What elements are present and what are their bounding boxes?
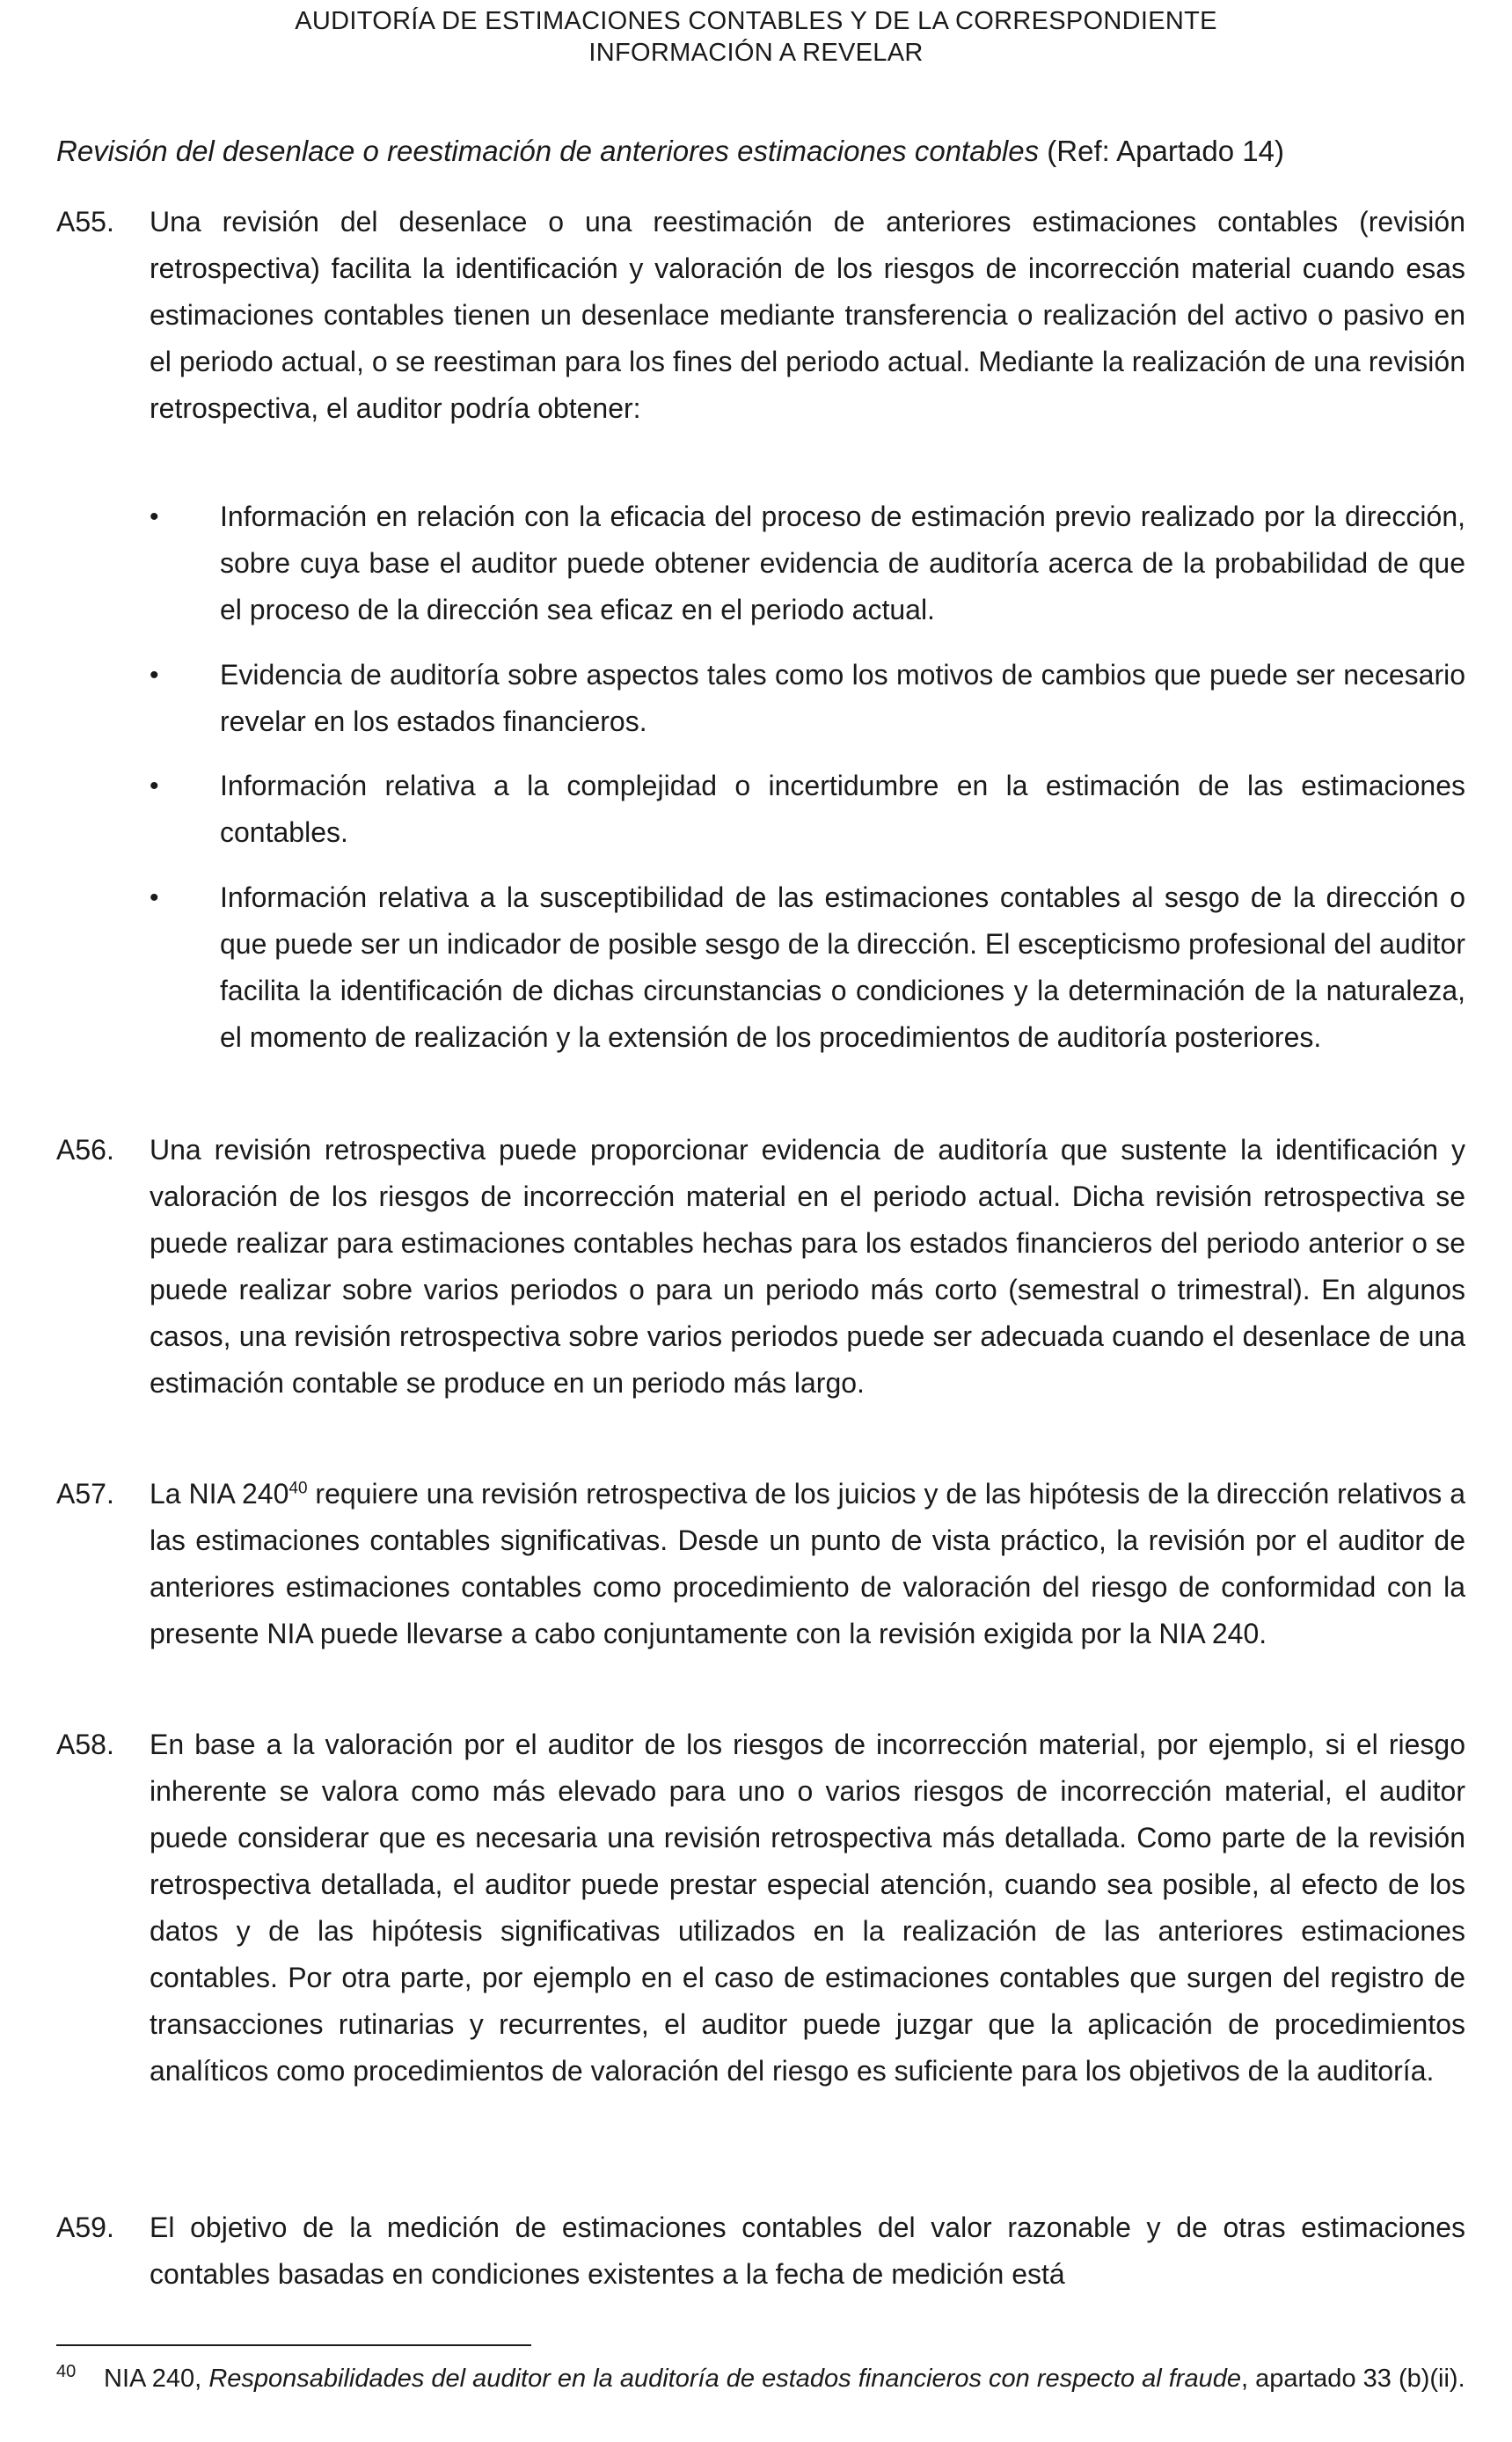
- bullet-marker: •: [150, 502, 159, 531]
- paragraph-a57: [56, 1471, 1465, 1657]
- paragraph-a59: [56, 2204, 1465, 2298]
- paragraph-number: A57.: [56, 1478, 114, 1510]
- bullet-text: Información relativa a la susceptibilidad de las estimaciones contables al sesgo de la dirección o que puede ser un indicador de posible sesgo de la dirección. El escepticismo profesional del auditor facilita la identificación de dichas circunstancias o condiciones y la determinación de la naturaleza, el momento de realización y la extensión de los procedimientos de auditoría posteriores.: [220, 881, 1465, 1053]
- paragraph-text-part: requiere una revisión retrospectiva de los juicios y de las hipótesis de la dirección relativos a las estimaciones contables significativas. Desde un punto de vista práctico, la revisión por el auditor de anteriores estimaciones contables como procedimiento de valoración del riesgo de conformidad con la presente NIA puede llevarse a cabo conjuntamente con la revisión exigida por la NIA 240.: [150, 1478, 1465, 1649]
- header-line-2: INFORMACIÓN A REVELAR: [588, 39, 924, 67]
- paragraph-a55: [56, 199, 1465, 432]
- paragraph-text: [150, 1471, 1465, 1657]
- bullet-marker: •: [150, 883, 159, 912]
- header-line-1: AUDITORÍA DE ESTIMACIONES CONTABLES Y DE LA CORRESPONDIENTE: [295, 7, 1217, 35]
- paragraph-text-part: La NIA 240: [150, 1478, 289, 1510]
- paragraph-text: Una revisión retrospectiva puede proporcionar evidencia de auditoría que sustente la identificación y valoración de los riesgos de incorrección material en el periodo actual. Dicha revisión retrospectiva se puede realizar para estimaciones contables hechas para los estados financieros del periodo anterior o se puede realizar sobre varios periodos o para un periodo más corto (semestral o trimestral). En algunos casos, una revisión retrospectiva sobre varios periodos puede ser adecuada cuando el desenlace de una estimación contable se produce en un periodo más largo.: [150, 1134, 1465, 1399]
- footnote-suffix: , apartado 33 (b)(ii).: [1240, 2365, 1465, 2393]
- bullet-item: [150, 494, 1465, 633]
- footnote-title: Responsabilidades del auditor en la auditoría de estados financieros con respecto al fraude: [208, 2365, 1241, 2393]
- bullet-text: Evidencia de auditoría sobre aspectos tales como los motivos de cambios que puede ser necesario revelar en los estados financieros.: [220, 659, 1465, 737]
- bullet-text: Información relativa a la complejidad o incertidumbre en la estimación de las estimaciones contables.: [220, 770, 1465, 848]
- bullet-item: [150, 652, 1465, 745]
- bullet-item: [150, 763, 1465, 856]
- paragraph-number: A59.: [56, 2212, 114, 2243]
- paragraph-a56: [56, 1127, 1465, 1407]
- footnote-reference[interactable]: 40: [289, 1479, 308, 1498]
- section-title: [56, 132, 1464, 171]
- paragraph-number: A55.: [56, 206, 114, 238]
- bullet-item: [150, 874, 1465, 1061]
- bullet-marker: •: [150, 661, 159, 690]
- footnote: [56, 2359, 1465, 2398]
- footnote-number: 40: [56, 2362, 77, 2381]
- footnote-prefix: NIA 240,: [104, 2365, 209, 2393]
- paragraph-text: El objetivo de la medición de estimaciones contables del valor razonable y de otras estimaciones contables basadas en condiciones existentes a la fecha de medición está: [150, 2212, 1465, 2290]
- bullet-text: Información en relación con la eficacia del proceso de estimación previo realizado por la dirección, sobre cuya base el auditor puede obtener evidencia de auditoría acerca de la probabilidad de que el proceso de la dirección sea eficaz en el periodo actual.: [220, 501, 1465, 625]
- paragraph-number: A56.: [56, 1134, 114, 1166]
- paragraph-text: Una revisión del desenlace o una reestimación de anteriores estimaciones contables (revisión retrospectiva) facilita la identificación y valoración de los riesgos de incorrección material cuando esas estimaciones contables tienen un desenlace mediante transferencia o realización del activo o pasivo en el periodo actual, o se reestiman para los fines del periodo actual. Mediante la realización de una revisión retrospectiva, el auditor podría obtener:: [150, 206, 1465, 424]
- footnote-text: [104, 2359, 1465, 2398]
- paragraph-number: A58.: [56, 1729, 114, 1760]
- footnote-divider: [56, 2344, 531, 2346]
- paragraph-a58: [56, 1722, 1465, 2095]
- section-title-ref: (Ref: Apartado 14): [1039, 135, 1284, 167]
- bullet-marker: •: [150, 771, 159, 801]
- page-header: [0, 5, 1512, 69]
- paragraph-text: En base a la valoración por el auditor de los riesgos de incorrección material, por ejemplo, si el riesgo inherente se valora como más elevado para uno o varios riesgos de incorrección material, el auditor puede considerar que es necesaria una revisión retrospectiva más detallada. Como parte de la revisión retrospectiva detallada, el auditor puede prestar especial atención, cuando sea posible, al efecto de los datos y de las hipótesis significativas utilizados en la realización de las anteriores estimaciones contables. Por otra parte, por ejemplo en el caso de estimaciones contables que surgen del registro de transacciones rutinarias y recurrentes, el auditor puede juzgar que la aplicación de procedimientos analíticos como procedimientos de valoración del riesgo es suficiente para los objetivos de la auditoría.: [150, 1729, 1465, 2087]
- section-title-text: Revisión del desenlace o reestimación de anteriores estimaciones contables: [56, 135, 1040, 167]
